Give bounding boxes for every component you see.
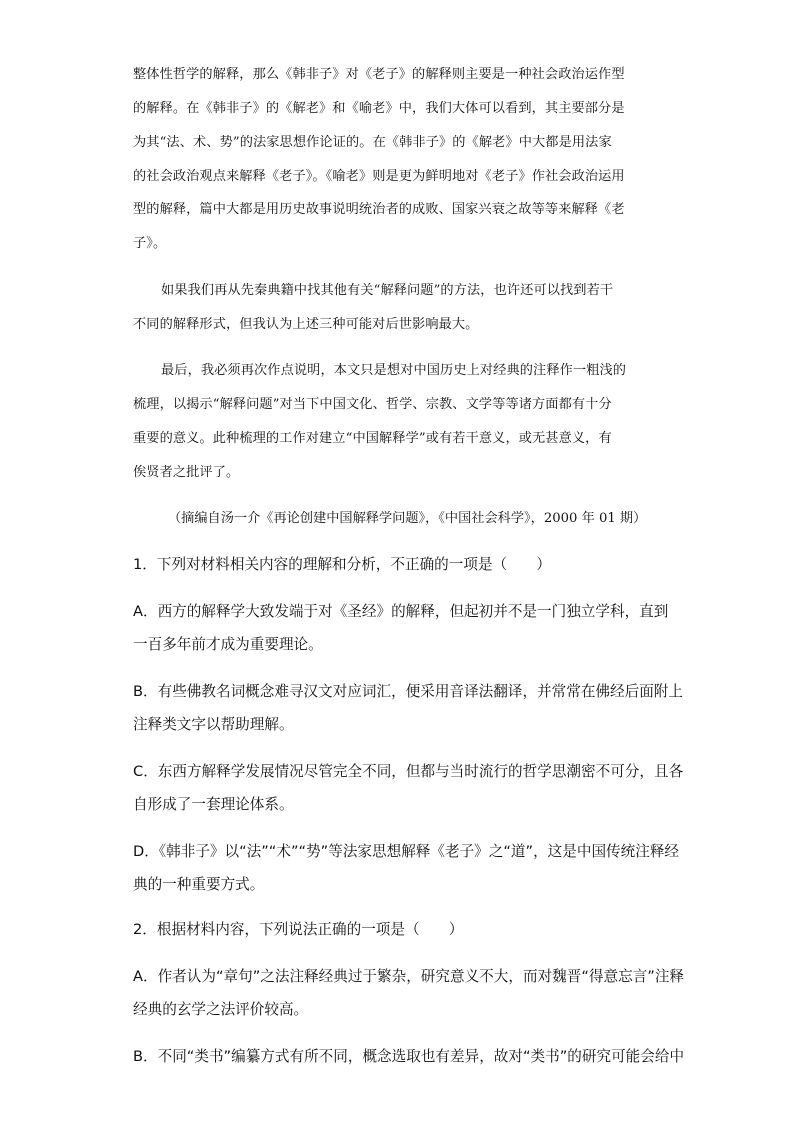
option-line: 一百多年前才成为重要理论。 bbox=[133, 636, 323, 653]
text-line: 重要的意义。此种梳理的工作对建立“中国解释学”或有若干意义，或无甚意义，有 bbox=[133, 431, 612, 446]
option-line: D．《韩非子》以“法”“术”“势”等法家思想解释《老子》之“道”，这是中国传统注释经 bbox=[133, 843, 680, 860]
option-line: A．西方的解释学大致发端于对《圣经》的解释，但起初并不是一门独立学科，直到 bbox=[133, 603, 669, 620]
text-line: 俟贤者之批评了。 bbox=[133, 465, 240, 480]
text-line: 最后，我必须再次作点说明，本文只是想对中国历史上对经典的注释作一粗浅的 bbox=[161, 363, 627, 378]
text-line: 的社会政治观点来解释《老子》。《喻老》则是更为鲜明地对《老子》作社会政治运用 bbox=[133, 169, 625, 184]
text-line: 不同的解释形式，但我认为上述三种可能对后世影响最大。 bbox=[133, 317, 479, 332]
text-line: 子》。 bbox=[133, 236, 167, 251]
text-line: 梳理，以揭示“解释问题”对当下中国文化、哲学、宗教、文学等等诸方面都有十分 bbox=[133, 397, 612, 412]
option-line: 自形成了一套理论体系。 bbox=[133, 796, 294, 813]
source-citation: （摘编自汤一介《再论创建中国解释学问题》，《中国社会科学》，2000 年 01 期） bbox=[168, 511, 647, 526]
option-line: 经典的玄学之法评价较高。 bbox=[133, 1001, 309, 1018]
option-line: B．有些佛教名词概念难寻汉文对应词汇，便采用音译法翻译，并常常在佛经后面附上 bbox=[133, 683, 683, 700]
text-line: 如果我们再从先秦典籍中找其他有关“解释问题”的方法，也许还可以找到若干 bbox=[161, 283, 614, 298]
option-line: C．东西方解释学发展情况尽管完全不同，但都与当时流行的哲学思潮密不可分，且各 bbox=[133, 763, 684, 780]
text-line: 整体性哲学的解释，那么《韩非子》对《老子》的解释则主要是一种社会政治运作型 bbox=[133, 67, 625, 82]
option-line: 注释类文字以帮助理解。 bbox=[133, 716, 294, 733]
option-line: A．作者认为“章句”之法注释经典过于繁杂，研究意义不大，而对魏晋“得意忘言”注释 bbox=[133, 968, 685, 985]
question-stem: 2．根据材料内容，下列说法正确的一项是（ ） bbox=[133, 921, 464, 938]
text-line: 的解释。在《韩非子》的《解老》和《喻老》中，我们大体可以看到，其主要部分是 bbox=[133, 101, 625, 116]
text-line: 为其“法、术、势”的法家思想作论证的。在《韩非子》的《解老》中大都是用法家 bbox=[133, 135, 612, 150]
option-line: B．不同“类书”编纂方式有所不同，概念选取也有差异，故对“类书”的研究可能会给中 bbox=[133, 1048, 685, 1065]
text-line: 型的解释，篇中大都是用历史故事说明统治者的成败、国家兴衰之故等等来解释《老 bbox=[133, 202, 625, 217]
question-stem: 1．下列对材料相关内容的理解和分析，不正确的一项是（ ） bbox=[133, 556, 551, 573]
option-line: 典的一种重要方式。 bbox=[133, 876, 265, 893]
